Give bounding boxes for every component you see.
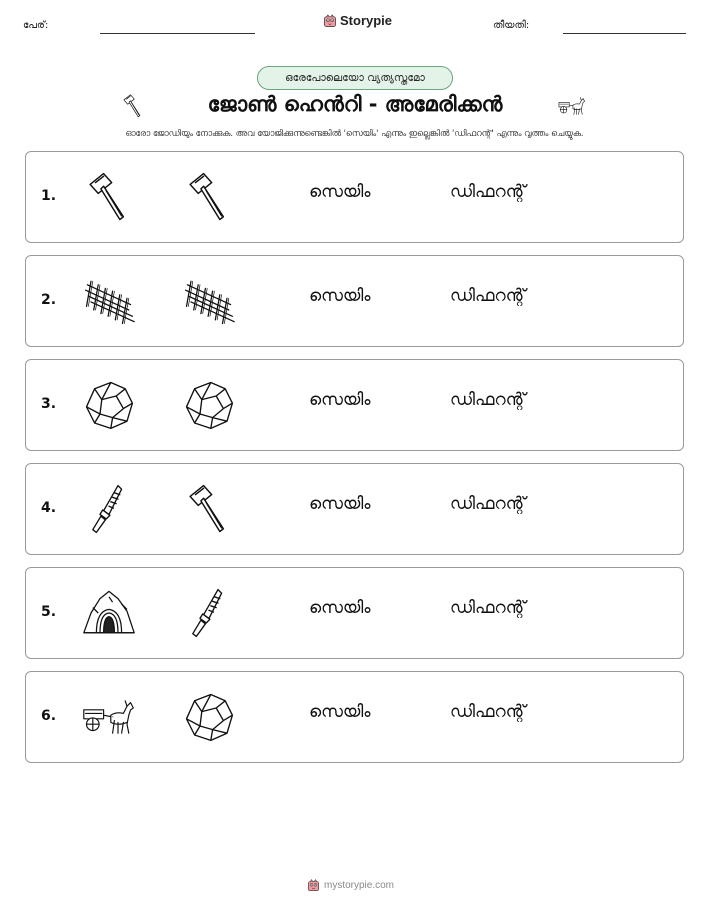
drill-spike-icon	[82, 482, 136, 536]
left-picture	[78, 478, 140, 540]
instruction-text: ഓരോ ജോഡിയും നോക്കുക. അവ യോജിക്കുന്നുണ്ടെങ്കിൽ 'സെയിം' എന്നും ഇല്ലെങ്കിൽ 'ഡിഫറന്റ്' എന്നും വൃത്തം ചെയ്യുക.	[125, 128, 584, 138]
left-picture	[78, 374, 140, 436]
left-picture	[78, 166, 140, 228]
hammer-icon	[82, 170, 136, 224]
title-row	[0, 90, 709, 124]
question-row	[25, 255, 684, 347]
different-option[interactable]: ഡിഫറന്റ്	[450, 702, 526, 722]
right-picture	[178, 166, 240, 228]
same-option[interactable]: സെയിം	[309, 390, 371, 410]
left-picture	[78, 686, 140, 748]
horse-cart-icon	[554, 92, 590, 120]
rock-icon	[182, 690, 236, 744]
question-row	[25, 671, 684, 763]
date-label: തീയതി:	[493, 20, 530, 31]
railroad-track-icon	[182, 274, 236, 328]
brand	[323, 13, 392, 28]
date-line	[563, 33, 686, 34]
question-row	[25, 151, 684, 243]
different-option[interactable]: ഡിഫറന്റ്	[450, 390, 526, 410]
different-option[interactable]: ഡിഫറന്റ്	[450, 598, 526, 618]
page-title: ജോൺ ഹെൻറി - അമേരിക്കൻ	[207, 92, 503, 116]
question-number: 5.	[41, 604, 57, 620]
right-picture	[178, 478, 240, 540]
rock-icon	[82, 378, 136, 432]
right-picture	[178, 270, 240, 332]
hammer-icon	[120, 92, 146, 120]
left-picture	[78, 582, 140, 644]
same-option[interactable]: സെയിം	[309, 182, 371, 202]
same-option[interactable]: സെയിം	[309, 702, 371, 722]
different-option[interactable]: ഡിഫറന്റ്	[450, 494, 526, 514]
same-option[interactable]: സെയിം	[309, 286, 371, 306]
right-picture	[178, 374, 240, 436]
storypie-logo-icon	[307, 879, 320, 892]
same-option[interactable]: സെയിം	[309, 494, 371, 514]
hammer-icon	[182, 482, 236, 536]
right-picture	[178, 582, 240, 644]
name-label: പേര്:	[23, 20, 49, 31]
different-option[interactable]: ഡിഫറന്റ്	[450, 286, 526, 306]
left-picture	[78, 270, 140, 332]
tunnel-icon	[82, 586, 136, 640]
question-row	[25, 463, 684, 555]
different-option[interactable]: ഡിഫറന്റ്	[450, 182, 526, 202]
brand-name: Storypie	[340, 13, 393, 28]
footer	[307, 879, 394, 892]
name-line	[100, 33, 255, 34]
horse-cart-icon	[82, 690, 136, 744]
question-number: 3.	[41, 396, 57, 412]
worksheet-header	[0, 0, 709, 48]
same-option[interactable]: സെയിം	[309, 598, 371, 618]
right-picture	[178, 686, 240, 748]
question-number: 2.	[41, 292, 57, 308]
railroad-track-icon	[82, 274, 136, 328]
rock-icon	[182, 378, 236, 432]
question-row	[25, 567, 684, 659]
question-number: 6.	[41, 708, 57, 724]
storypie-logo-icon	[323, 14, 337, 28]
drill-spike-icon	[182, 586, 236, 640]
worksheet-type-badge: ഒരേപോലെയോ വ്യത്യസ്തമോ	[257, 66, 453, 90]
question-number: 4.	[41, 500, 57, 516]
question-row	[25, 359, 684, 451]
question-number: 1.	[41, 188, 57, 204]
hammer-icon	[182, 170, 236, 224]
footer-url: mystorypie.com	[324, 880, 395, 891]
